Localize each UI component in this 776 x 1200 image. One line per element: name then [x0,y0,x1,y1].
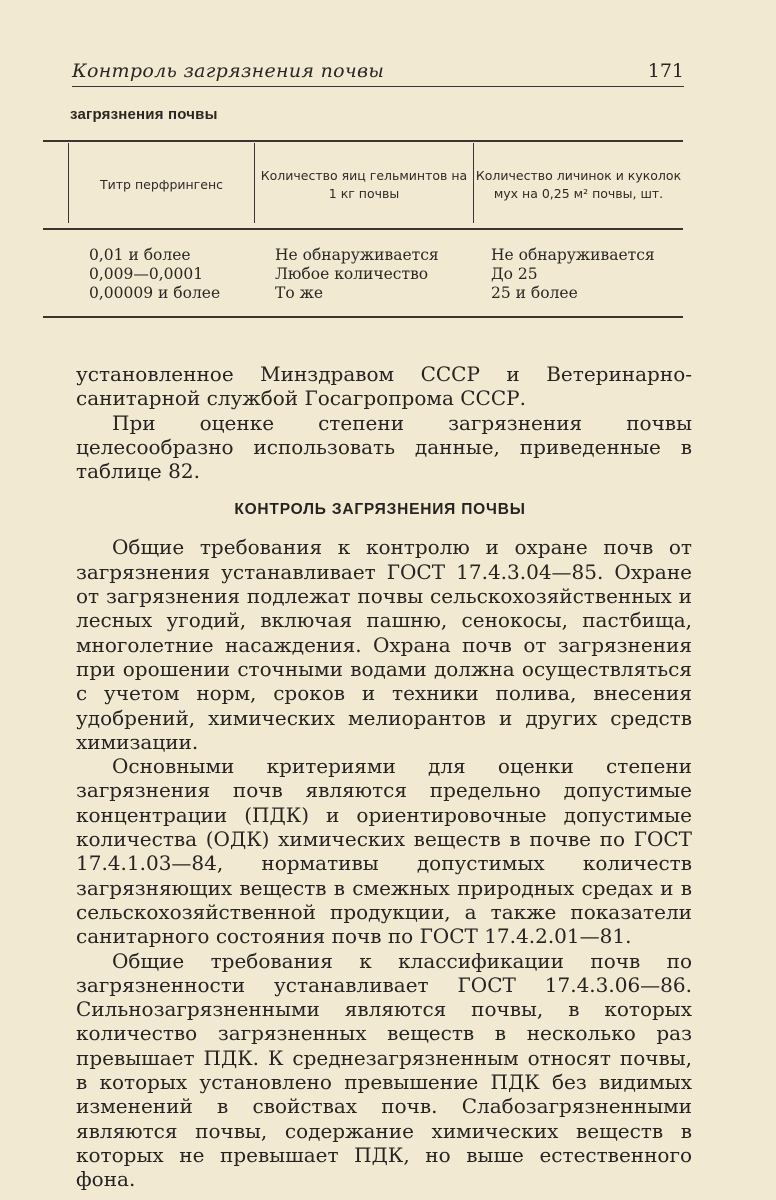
table-bottom-rule [43,316,683,318]
table-cell: Не обнаруживается [491,246,655,264]
body-text [76,362,692,1192]
running-head [72,58,684,87]
table-body [43,246,683,303]
table-row [43,246,683,265]
section-heading: КОНТРОЛЬ ЗАГРЯЗНЕНИЯ ПОЧВЫ [234,501,526,519]
data-table [43,140,683,318]
table-header-rule [43,228,683,230]
column-header-titer: Титр перфрингенс [100,177,223,192]
table-row [43,284,683,303]
table-cell: Любое количество [275,265,429,283]
table-cell: 0,00009 и более [89,284,221,302]
table-caption: загрязнения почвы [70,106,218,123]
page-number: 171 [647,60,684,82]
table-cell: 0,009—0,0001 [89,265,204,283]
table-cell: 0,01 и более [89,246,191,264]
paragraph: Общие требования к контролю и охране почв от загрязнения устанавливает ГОСТ 17.4.3.04—85. Охране от загрязнения подлежат почвы сельскохозяйственных и лесных угодий, включая пашню, сенокосы, пастбища, многолетние насаждения. Охрана почв от загрязнения при орошении сточными водами должна осуществляться с учетом норм, сроков и техники полива, внесения удобрений, химических мелиорантов и других средств химизации. [76,535,692,754]
table-top-rule [43,140,683,142]
paragraph: При оценке степени загрязнения почвы целесообразно использовать данные, приведенные в таблице 82. [76,410,692,484]
table-row [43,265,683,284]
table-cell: То же [275,284,324,302]
paragraph: Общие требования к классификации почв по загрязненности устанавливает ГОСТ 17.4.3.06—86. Сильнозагрязненными являются почвы, в которых количество загрязненных веществ в несколько раз превышает ПДК. К среднезагрязненным относят почвы, в которых установлено превышение ПДК без видимых изменений в свойствах почв. Слабозагрязненными являются почвы, содержание химических веществ в которых не превышает ПДК, но выше естественного фона. [76,948,692,1192]
column-header-fly-larvae: Количество личинок и куколок мух на 0,25 м² почвы, шт. [475,168,682,201]
running-head-title: Контроль загрязнения почвы [72,60,385,82]
table-cell: Не обнаруживается [275,246,439,264]
paragraph: Основными критериями для оценки степени загрязнения почв являются предельно допустимые концентрации (ПДК) и ориентировочные допустимые количества (ОДК) химических веществ в почве по ГОСТ 17.4.1.03—84, нормативы допустимых количеств загрязняющих веществ в смежных природных средах и в сельскохозяйственной продукции, а также показатели санитарного состояния почв по ГОСТ 17.4.2.01—81. [76,754,692,949]
column-header-helminth-eggs: Количество яиц гельминтов на 1 кг почвы [260,168,468,201]
paragraph-continuation: установленное Минздравом СССР и Ветеринарно-санитарной службой Госагропрома СССР. [76,362,692,411]
table-cell: До 25 [491,265,538,283]
table-cell: 25 и более [491,284,578,302]
